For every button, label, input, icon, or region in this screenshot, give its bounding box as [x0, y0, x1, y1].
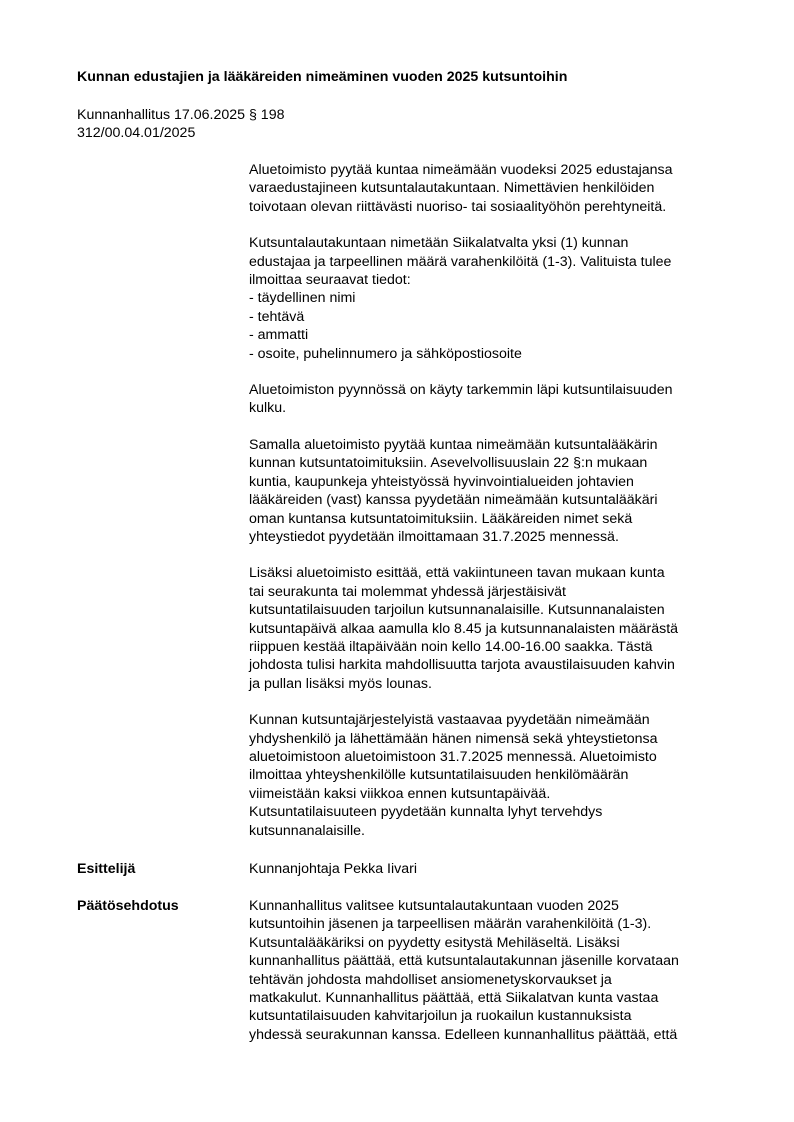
meeting-meta [77, 106, 284, 142]
text-line: kulku. [249, 400, 287, 417]
text-line: toivotaan olevan riittävästi nuoriso- tai sosiaalityöhön perehtyneitä. [249, 198, 667, 215]
text-line: kutsuntatilaisuuden tarjoilun kutsunnanalaisille. Kutsunnanalaisten [249, 602, 665, 619]
text-line: aluetoimistoon aluetoimistoon 31.7.2025 mennessä. Aluetoimisto [249, 748, 657, 765]
text-line: johdosta tulisi harkita mahdollisuutta tarjota avaustilaisuuden kahvin [249, 657, 675, 674]
presenter-label: Esittelijä [77, 861, 136, 877]
proposal-text [249, 897, 749, 1044]
text-line: - osoite, puhelinnumero ja sähköpostiosoite [249, 345, 522, 362]
text-line: lääkäreiden (vast) kanssa pyydetään nimeämään kutsuntalääkäri [249, 492, 658, 509]
text-line: Aluetoimiston pyynnössä on käyty tarkemmin läpi kutsuntilaisuuden [249, 382, 673, 399]
presenter-name: Kunnanjohtaja Pekka Iivari [249, 861, 417, 877]
body-paragraph [249, 161, 749, 216]
text-line: ilmoittaa yhteyshenkilölle kutsuntatilaisuuden henkilömäärän [249, 767, 629, 784]
proposal-line: yhdessä seurakunnan kanssa. Edelleen kunnanhallitus päättää, että [249, 1026, 678, 1043]
text-line: viimeistään kaksi viikkoa ennen kutsuntapäivää. [249, 785, 551, 802]
record-id: 312/00.04.01/2025 [77, 125, 196, 141]
proposal-line: tehtävän johdosta mahdolliset ansiomenetyskorvaukset ja [249, 971, 612, 988]
text-line: kutsuntapäivä alkaa aamulla klo 8.45 ja kutsunnanalaisten määrästä [249, 620, 679, 637]
proposal-line: kutsuntatilaisuuden kahvitarjoilun ja ruokailun kustannuksista [249, 1008, 632, 1025]
text-line: Aluetoimisto pyytää kuntaa nimeämään vuodeksi 2025 edustajansa [249, 162, 673, 178]
body-paragraph [249, 711, 749, 840]
text-line: edustajaa ja tarpeellinen määrä varahenkilöitä (1-3). Valituista tulee [249, 253, 672, 270]
proposal-line: matkakulut. Kunnanhallitus päättää, että Siikalatvan kunta vastaa [249, 990, 659, 1007]
proposal-line: kunnanhallitus päättää, että kutsuntalautakunnan jäsenille korvataan [249, 953, 679, 970]
document-body [249, 161, 749, 858]
proposal-line: Kutsuntalääkäriksi on pyydetty esitystä Mehiläseltä. Lisäksi [249, 934, 620, 951]
text-line: ja pullan lisäksi myös lounas. [249, 675, 432, 692]
body-paragraph [249, 381, 749, 418]
text-line: kutsunnanalaisille. [249, 822, 365, 839]
text-line: Kutsuntatilaisuuteen pyydetään kunnalta lyhyt tervehdys [249, 804, 603, 821]
text-line: - ammatti [249, 327, 309, 344]
text-line: - tehtävä [249, 308, 305, 325]
text-line: yhdyshenkilö ja lähettämään hänen nimensä sekä yhteystietonsa [249, 730, 658, 747]
text-line: yhteystiedot pyydetään ilmoittamaan 31.7.2025 mennessä. [249, 528, 619, 545]
body-paragraph [249, 564, 749, 693]
meeting-reference: Kunnanhallitus 17.06.2025 § 198 [77, 107, 285, 123]
text-line: Kunnan kutsuntajärjestelyistä vastaavaa pyydetään nimeämään [249, 712, 650, 729]
text-line: Samalla aluetoimisto pyytää kuntaa nimeämään kutsuntalääkärin [249, 436, 658, 453]
presenter-text [249, 860, 749, 878]
proposal-label: Päätösehdotus [77, 898, 179, 914]
body-paragraph [249, 436, 749, 546]
text-line: riippuen kestää iltapäivään noin kello 14.00-16.00 saakka. Tästä [249, 638, 653, 655]
text-line: Kutsuntalautakuntaan nimetään Siikalatvalta yksi (1) kunnan [249, 235, 629, 252]
proposal-line: Kunnanhallitus valitsee kutsuntalautakuntaan vuoden 2025 [249, 898, 619, 914]
text-line: kuntia, kaupunkeja yhteistyössä hyvinvointialueiden johtavien [249, 473, 634, 490]
text-line: ilmoittaa seuraavat tiedot: [249, 272, 411, 289]
proposal-line: kutsuntoihin jäsenen ja tarpeellisen määrän varahenkilöitä (1-3). [249, 916, 652, 933]
body-paragraph [249, 234, 749, 363]
document-title: Kunnan edustajien ja lääkäreiden nimeäminen vuoden 2025 kutsuntoihin [77, 69, 568, 85]
text-line: tai seurakunta tai molemmat yhdessä järjestäisivät [249, 583, 566, 600]
text-line: kunnan kutsuntatoimituksiin. Asevelvollisuuslain 22 §:n mukaan [249, 455, 648, 472]
text-line: oman kuntansa kutsuntatoimituksiin. Lääkäreiden nimet sekä [249, 510, 633, 527]
text-line: Lisäksi aluetoimisto esittää, että vakiintuneen tavan mukaan kunta [249, 565, 665, 582]
text-line: varaedustajineen kutsuntalautakuntaan. Nimettävien henkilöiden [249, 180, 655, 197]
text-line: - täydellinen nimi [249, 290, 356, 307]
